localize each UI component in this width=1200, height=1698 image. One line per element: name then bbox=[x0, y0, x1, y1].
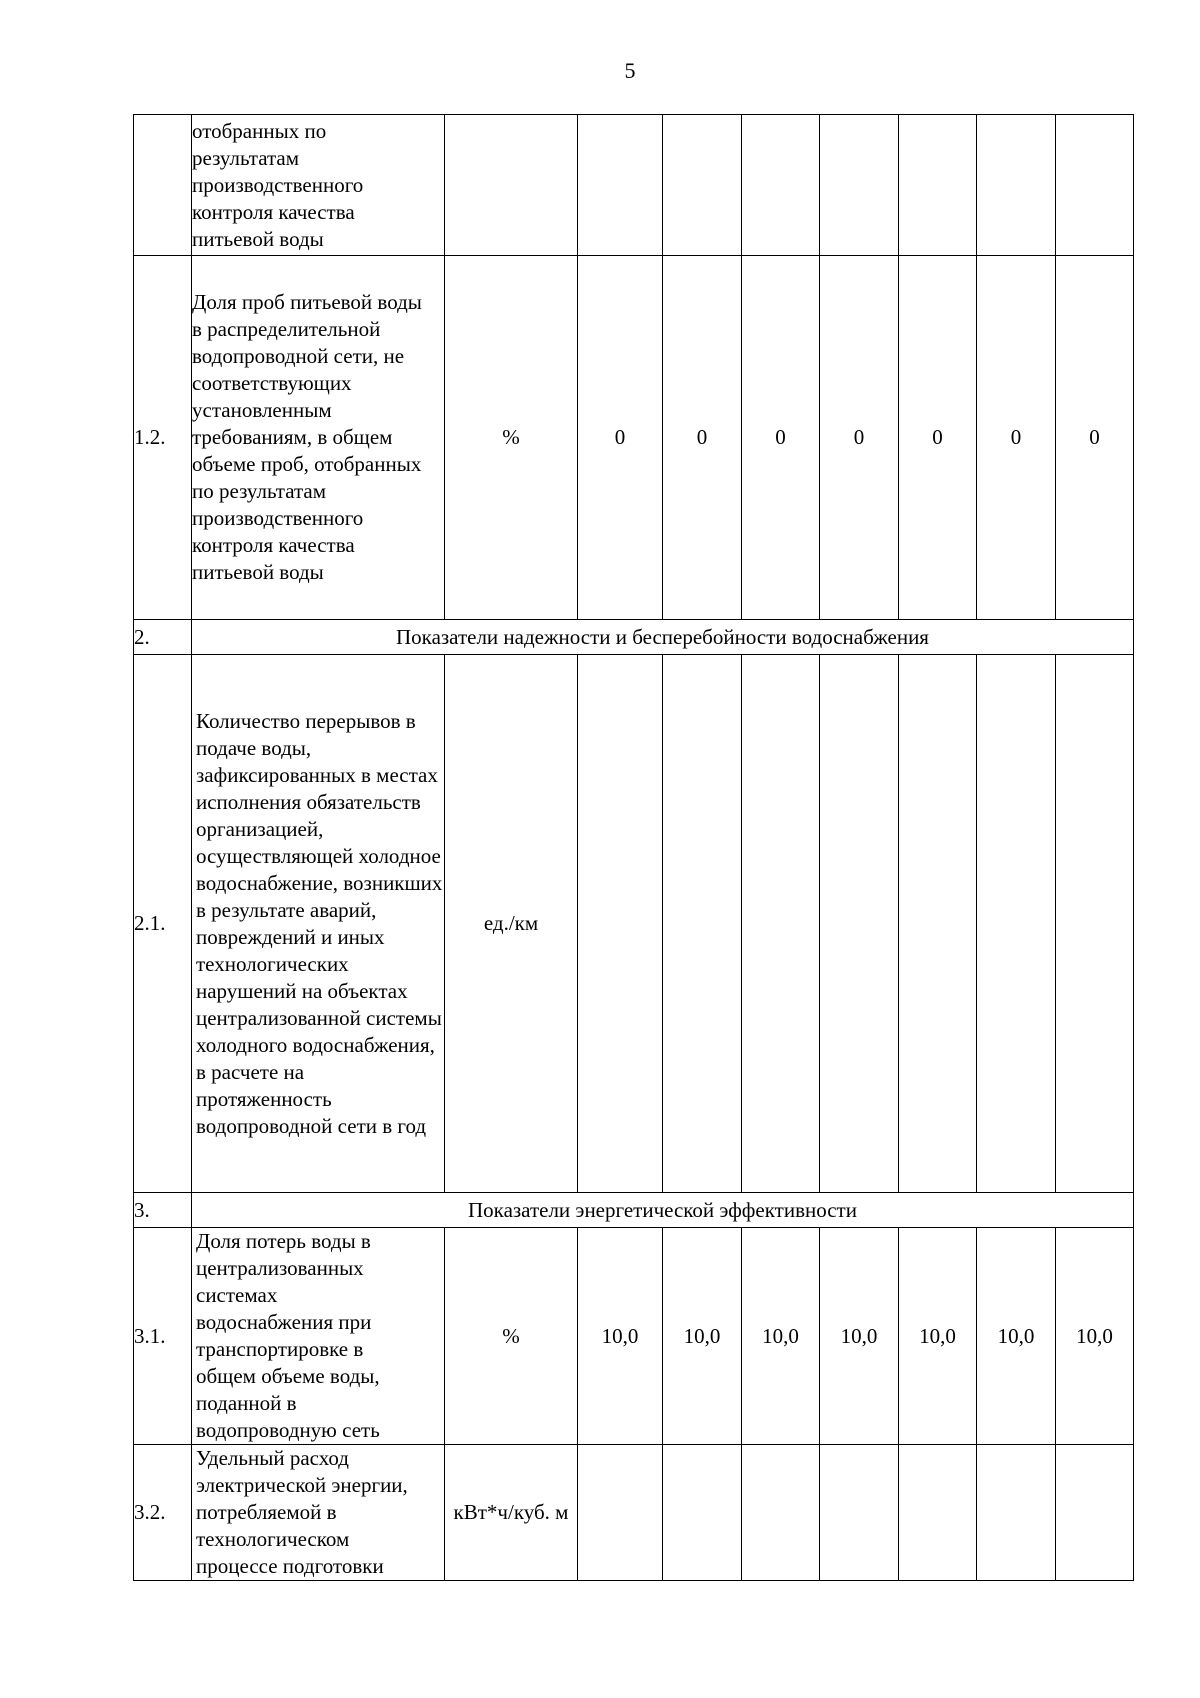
value-cell bbox=[899, 655, 977, 1193]
page-number: 5 bbox=[624, 58, 636, 83]
unit-cell: % bbox=[445, 256, 578, 620]
indicator-name: отобранных по результатам производственного контроля качества питьевой воды bbox=[192, 115, 445, 256]
value-cell bbox=[977, 655, 1056, 1193]
value-cell: 0 bbox=[977, 256, 1056, 620]
value-cell: 0 bbox=[1056, 256, 1134, 620]
table-row bbox=[134, 1445, 1134, 1581]
row-number: 3.1. bbox=[134, 1228, 192, 1445]
value-cell bbox=[899, 1445, 977, 1581]
value-cell bbox=[578, 1445, 663, 1581]
value-cell bbox=[899, 115, 977, 256]
value-cell bbox=[977, 115, 1056, 256]
row-number: 2.1. bbox=[134, 655, 192, 1193]
indicator-name: Удельный расход электрической энергии, потребляемой в технологическом процессе подготовки bbox=[192, 1445, 445, 1581]
value-cell bbox=[820, 115, 899, 256]
value-cell bbox=[663, 655, 742, 1193]
value-cell: 0 bbox=[578, 256, 663, 620]
section-row bbox=[134, 620, 1134, 655]
value-cell bbox=[578, 655, 663, 1193]
value-cell bbox=[742, 1445, 820, 1581]
value-cell: 10,0 bbox=[1056, 1228, 1134, 1445]
section-number: 3. bbox=[134, 1193, 192, 1228]
table-row bbox=[134, 655, 1134, 1193]
section-number: 2. bbox=[134, 620, 192, 655]
indicator-name: Доля потерь воды в централизованных системах водоснабжения при транспортировке в общем объеме воды, поданной в водопроводную сеть bbox=[192, 1228, 445, 1445]
value-cell bbox=[663, 115, 742, 256]
value-cell: 0 bbox=[663, 256, 742, 620]
value-cell bbox=[742, 655, 820, 1193]
value-cell: 10,0 bbox=[899, 1228, 977, 1445]
value-cell bbox=[578, 115, 663, 256]
value-cell bbox=[977, 1445, 1056, 1581]
value-cell: 10,0 bbox=[663, 1228, 742, 1445]
unit-cell: ед./км bbox=[445, 655, 578, 1193]
row-number: 1.2. bbox=[134, 256, 192, 620]
value-cell: 0 bbox=[820, 256, 899, 620]
unit-cell bbox=[445, 115, 578, 256]
unit-cell: кВт*ч/куб. м bbox=[445, 1445, 578, 1581]
row-number bbox=[134, 115, 192, 256]
value-cell: 0 bbox=[742, 256, 820, 620]
row-number: 3.2. bbox=[134, 1445, 192, 1581]
indicators-table bbox=[133, 114, 1134, 1581]
indicator-name: Доля проб питьевой воды в распределительной водопроводной сети, не соответствующих установленным требованиям, в общем объеме проб, отобранных по результатам производственного контроля качества питьевой воды bbox=[192, 256, 445, 620]
value-cell: 10,0 bbox=[578, 1228, 663, 1445]
value-cell: 10,0 bbox=[820, 1228, 899, 1445]
value-cell bbox=[1056, 1445, 1134, 1581]
value-cell: 10,0 bbox=[742, 1228, 820, 1445]
value-cell bbox=[1056, 115, 1134, 256]
value-cell bbox=[820, 1445, 899, 1581]
table-row bbox=[134, 115, 1134, 256]
section-title: Показатели надежности и бесперебойности водоснабжения bbox=[192, 620, 1134, 655]
section-title: Показатели энергетической эффективности bbox=[192, 1193, 1134, 1228]
table-row bbox=[134, 1228, 1134, 1445]
value-cell bbox=[820, 655, 899, 1193]
indicator-name: Количество перерывов в подаче воды, зафиксированных в местах исполнения обязательств организацией, осуществляющей холодное водоснабжение, возникших в результате аварий, повреждений и иных технологических нарушений на объектах централизованной системы холодного водоснабжения, в расчете на протяженность водопроводной сети в год bbox=[192, 655, 445, 1193]
value-cell: 0 bbox=[899, 256, 977, 620]
value-cell bbox=[742, 115, 820, 256]
value-cell bbox=[1056, 655, 1134, 1193]
section-row bbox=[134, 1193, 1134, 1228]
value-cell bbox=[663, 1445, 742, 1581]
table-row bbox=[134, 256, 1134, 620]
unit-cell: % bbox=[445, 1228, 578, 1445]
value-cell: 10,0 bbox=[977, 1228, 1056, 1445]
